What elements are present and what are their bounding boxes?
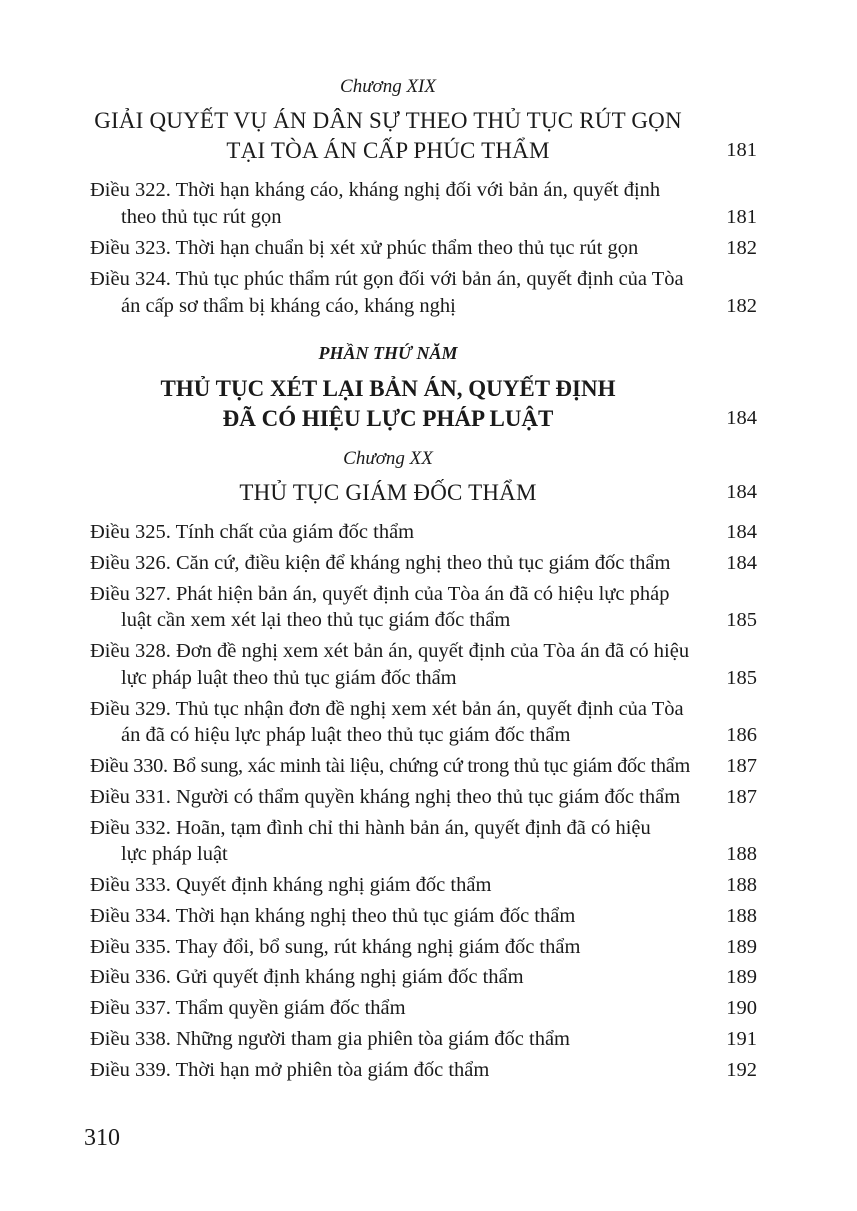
toc-entry-332-page: 188 (726, 843, 757, 865)
part-five-page: 184 (726, 407, 757, 429)
toc-entry-323-line1: Điều 323. Thời hạn chuẩn bị xét xử phúc thẩm theo thủ tục rút gọn (90, 237, 639, 259)
toc-entry-327-line1: Điều 327. Phát hiện bản án, quyết định của Tòa án đã có hiệu lực pháp (90, 583, 670, 605)
toc-entry-336-page: 189 (726, 966, 757, 988)
toc-entry-328-page: 185 (726, 667, 757, 689)
toc-entry-333-line1: Điều 333. Quyết định kháng nghị giám đốc thẩm (90, 874, 492, 896)
toc-entry-332-line1: Điều 332. Hoãn, tạm đình chỉ thi hành bản án, quyết định đã có hiệu (90, 817, 651, 839)
toc-entry-332-line2: lực pháp luật (121, 843, 228, 865)
toc-entry-333-page: 188 (726, 874, 757, 896)
chapter-xx-page: 184 (726, 481, 757, 503)
toc-entry-328-line1: Điều 328. Đơn đề nghị xem xét bản án, quyết định của Tòa án đã có hiệu (90, 640, 690, 662)
toc-entry-331-line1: Điều 331. Người có thẩm quyền kháng nghị theo thủ tục giám đốc thẩm (90, 786, 681, 808)
chapter-xix-label: Chương XIX (340, 76, 436, 97)
chapter-xix-page: 181 (726, 139, 757, 161)
toc-entry-334-line1: Điều 334. Thời hạn kháng nghị theo thủ tục giám đốc thẩm (90, 905, 576, 927)
toc-entry-324-line2: án cấp sơ thẩm bị kháng cáo, kháng nghị (121, 295, 456, 317)
toc-entry-327-line2: luật cần xem xét lại theo thủ tục giám đốc thẩm (121, 609, 511, 631)
toc-entry-335-line1: Điều 335. Thay đổi, bổ sung, rút kháng nghị giám đốc thẩm (90, 936, 581, 958)
toc-entry-327-page: 185 (726, 609, 757, 631)
chapter-xx-label: Chương XX (343, 448, 433, 469)
toc-entry-329-page: 186 (726, 724, 757, 746)
toc-entry-337-line1: Điều 337. Thẩm quyền giám đốc thẩm (90, 997, 406, 1019)
chapter-xix-title-line1: GIẢI QUYẾT VỤ ÁN DÂN SỰ THEO THỦ TỤC RÚT GỌN (94, 108, 682, 133)
part-five-title-line2: ĐÃ CÓ HIỆU LỰC PHÁP LUẬT (222, 406, 554, 431)
toc-entry-338-page: 191 (726, 1028, 757, 1050)
part-five-title-line1: THỦ TỤC XÉT LẠI BẢN ÁN, QUYẾT ĐỊNH (160, 376, 616, 401)
toc-entry-323-page: 182 (726, 237, 757, 259)
toc-entry-331-page: 187 (726, 786, 757, 808)
toc-entry-324-line1: Điều 324. Thủ tục phúc thẩm rút gọn đối với bản án, quyết định của Tòa (90, 268, 684, 290)
chapter-xx-title: THỦ TỤC GIÁM ĐỐC THẨM (239, 480, 537, 505)
toc-entry-338-line1: Điều 338. Những người tham gia phiên tòa giám đốc thẩm (90, 1028, 570, 1050)
toc-entry-330-line1: Điều 330. Bổ sung, xác minh tài liệu, chứng cứ trong thủ tục giám đốc thẩm (90, 755, 691, 777)
toc-entry-337-page: 190 (726, 997, 757, 1019)
toc-entry-322-line2: theo thủ tục rút gọn (121, 206, 282, 228)
toc-entry-336-line1: Điều 336. Gửi quyết định kháng nghị giám đốc thẩm (90, 966, 524, 988)
toc-entry-326-line1: Điều 326. Căn cứ, điều kiện để kháng nghị theo thủ tục giám đốc thẩm (90, 552, 671, 574)
toc-entry-328-line2: lực pháp luật theo thủ tục giám đốc thẩm (121, 667, 457, 689)
toc-entry-324-page: 182 (726, 295, 757, 317)
toc-entry-330-page: 187 (726, 755, 757, 777)
toc-entry-329-line2: án đã có hiệu lực pháp luật theo thủ tục giám đốc thẩm (121, 724, 571, 746)
page-number: 310 (84, 1125, 120, 1151)
toc-entry-334-page: 188 (726, 905, 757, 927)
part-five-label: PHẦN THỨ NĂM (318, 343, 458, 363)
toc-entry-326-page: 184 (726, 552, 757, 574)
toc-entry-325-line1: Điều 325. Tính chất của giám đốc thẩm (90, 521, 415, 543)
chapter-xix-title-line2: TẠI TÒA ÁN CẤP PHÚC THẨM (226, 138, 550, 163)
toc-entry-339-line1: Điều 339. Thời hạn mở phiên tòa giám đốc thẩm (90, 1059, 490, 1081)
toc-entry-322-page: 181 (726, 206, 757, 228)
toc-entry-322-line1: Điều 322. Thời hạn kháng cáo, kháng nghị đối với bản án, quyết định (90, 179, 661, 201)
toc-entry-335-page: 189 (726, 936, 757, 958)
toc-entry-339-page: 192 (726, 1059, 757, 1081)
toc-entry-329-line1: Điều 329. Thủ tục nhận đơn đề nghị xem xét bản án, quyết định của Tòa (90, 698, 684, 720)
toc-entry-325-page: 184 (726, 521, 757, 543)
